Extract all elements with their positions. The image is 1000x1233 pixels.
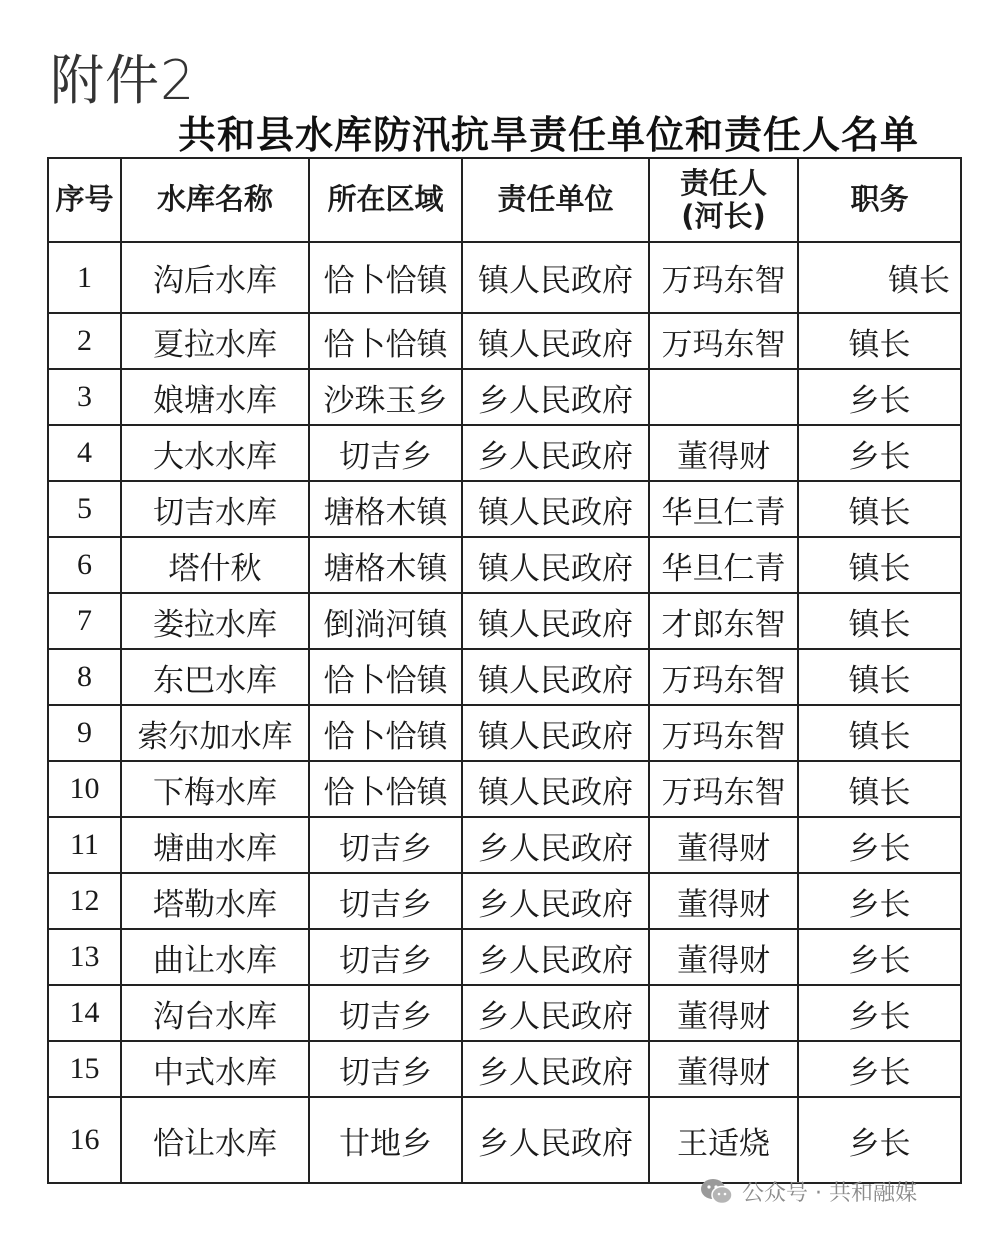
cell-responsible-person: 才郎东智 [649, 593, 798, 649]
cell-position: 镇长 [798, 761, 961, 817]
table-row [48, 705, 961, 761]
cell-responsible-person: 董得财 [649, 985, 798, 1041]
cell-responsible-unit: 镇人民政府 [462, 242, 649, 313]
table-row [48, 242, 961, 313]
table-row [48, 985, 961, 1041]
watermark [700, 1176, 917, 1207]
cell-position: 乡长 [798, 985, 961, 1041]
cell-position: 镇长 [798, 242, 961, 313]
table-header-row [48, 158, 961, 242]
cell-responsible-unit: 镇人民政府 [462, 593, 649, 649]
cell-responsible-person: 万玛东智 [649, 649, 798, 705]
cell-index: 11 [48, 817, 121, 873]
attachment-label: 附件2 [50, 49, 196, 112]
cell-position: 镇长 [798, 649, 961, 705]
cell-reservoir-name: 娄拉水库 [121, 593, 309, 649]
cell-reservoir-name: 大水水库 [121, 425, 309, 481]
cell-position: 镇长 [798, 593, 961, 649]
cell-responsible-person: 董得财 [649, 873, 798, 929]
cell-responsible-unit: 乡人民政府 [462, 1041, 649, 1097]
cell-responsible-unit: 镇人民政府 [462, 649, 649, 705]
cell-reservoir-name: 下梅水库 [121, 761, 309, 817]
header-responsible-unit: 责任单位 [462, 158, 649, 242]
cell-responsible-person: 董得财 [649, 817, 798, 873]
cell-position: 镇长 [798, 537, 961, 593]
header-person-line2: (河长) [681, 199, 766, 233]
cell-region: 切吉乡 [309, 873, 462, 929]
table-row [48, 593, 961, 649]
cell-position: 乡长 [798, 369, 961, 425]
cell-reservoir-name: 中式水库 [121, 1041, 309, 1097]
cell-responsible-person: 万玛东智 [649, 705, 798, 761]
cell-reservoir-name: 塔勒水库 [121, 873, 309, 929]
table-row [48, 761, 961, 817]
cell-region: 廿地乡 [309, 1097, 462, 1183]
cell-reservoir-name: 沟台水库 [121, 985, 309, 1041]
cell-index: 1 [48, 242, 121, 313]
cell-reservoir-name: 东巴水库 [121, 649, 309, 705]
cell-index: 8 [48, 649, 121, 705]
cell-responsible-unit: 镇人民政府 [462, 705, 649, 761]
cell-responsible-unit: 镇人民政府 [462, 761, 649, 817]
cell-reservoir-name: 娘塘水库 [121, 369, 309, 425]
cell-reservoir-name: 切吉水库 [121, 481, 309, 537]
cell-region: 沙珠玉乡 [309, 369, 462, 425]
cell-region: 切吉乡 [309, 929, 462, 985]
table-row [48, 369, 961, 425]
cell-region: 恰卜恰镇 [309, 705, 462, 761]
cell-index: 7 [48, 593, 121, 649]
table-row [48, 313, 961, 369]
header-reservoir-name: 水库名称 [121, 158, 309, 242]
cell-region: 恰卜恰镇 [309, 649, 462, 705]
header-region: 所在区域 [309, 158, 462, 242]
cell-responsible-person: 董得财 [649, 425, 798, 481]
cell-reservoir-name: 塔什秋 [121, 537, 309, 593]
watermark-text: 公众号 · 共和融媒 [742, 1181, 917, 1206]
cell-responsible-unit: 镇人民政府 [462, 313, 649, 369]
cell-responsible-unit: 乡人民政府 [462, 425, 649, 481]
table-row [48, 1097, 961, 1183]
cell-region: 切吉乡 [309, 1041, 462, 1097]
cell-position: 镇长 [798, 705, 961, 761]
header-index: 序号 [48, 158, 121, 242]
cell-region: 切吉乡 [309, 817, 462, 873]
cell-index: 10 [48, 761, 121, 817]
cell-responsible-unit: 乡人民政府 [462, 817, 649, 873]
cell-region: 倒淌河镇 [309, 593, 462, 649]
cell-responsible-person: 董得财 [649, 1041, 798, 1097]
cell-responsible-unit: 乡人民政府 [462, 985, 649, 1041]
header-position: 职务 [798, 158, 961, 242]
cell-responsible-person: 华旦仁青 [649, 481, 798, 537]
header-responsible-person [649, 158, 798, 242]
cell-reservoir-name: 沟后水库 [121, 242, 309, 313]
document-title: 共和县水库防汛抗旱责任单位和责任人名单 [178, 113, 920, 157]
cell-responsible-person: 王适烧 [649, 1097, 798, 1183]
cell-reservoir-name: 曲让水库 [121, 929, 309, 985]
cell-region: 恰卜恰镇 [309, 242, 462, 313]
cell-index: 12 [48, 873, 121, 929]
cell-region: 恰卜恰镇 [309, 761, 462, 817]
cell-responsible-person: 华旦仁青 [649, 537, 798, 593]
cell-position: 乡长 [798, 929, 961, 985]
cell-responsible-person: 万玛东智 [649, 242, 798, 313]
cell-reservoir-name: 夏拉水库 [121, 313, 309, 369]
cell-index: 13 [48, 929, 121, 985]
cell-index: 5 [48, 481, 121, 537]
wechat-icon [700, 1178, 734, 1206]
cell-region: 切吉乡 [309, 985, 462, 1041]
table-row [48, 873, 961, 929]
cell-responsible-unit: 乡人民政府 [462, 1097, 649, 1183]
cell-position: 乡长 [798, 1097, 961, 1183]
cell-responsible-unit: 乡人民政府 [462, 369, 649, 425]
header-person-line1: 责任人 [679, 165, 767, 200]
cell-responsible-unit: 镇人民政府 [462, 537, 649, 593]
cell-region: 塘格木镇 [309, 537, 462, 593]
table-row [48, 537, 961, 593]
cell-index: 4 [48, 425, 121, 481]
cell-position: 乡长 [798, 425, 961, 481]
cell-position: 乡长 [798, 873, 961, 929]
cell-index: 3 [48, 369, 121, 425]
cell-index: 14 [48, 985, 121, 1041]
cell-responsible-person: 董得财 [649, 929, 798, 985]
table-row [48, 481, 961, 537]
cell-region: 塘格木镇 [309, 481, 462, 537]
cell-position: 镇长 [798, 481, 961, 537]
cell-index: 15 [48, 1041, 121, 1097]
table-row [48, 929, 961, 985]
table-row [48, 817, 961, 873]
cell-position: 乡长 [798, 817, 961, 873]
cell-responsible-unit: 乡人民政府 [462, 929, 649, 985]
cell-index: 16 [48, 1097, 121, 1183]
cell-reservoir-name: 索尔加水库 [121, 705, 309, 761]
cell-index: 9 [48, 705, 121, 761]
cell-position: 镇长 [798, 313, 961, 369]
cell-index: 6 [48, 537, 121, 593]
cell-responsible-person: 万玛东智 [649, 313, 798, 369]
cell-responsible-person: 万玛东智 [649, 761, 798, 817]
cell-region: 切吉乡 [309, 425, 462, 481]
cell-responsible-person [649, 369, 798, 425]
table-row [48, 649, 961, 705]
responsibility-table [47, 157, 962, 1184]
cell-position: 乡长 [798, 1041, 961, 1097]
cell-index: 2 [48, 313, 121, 369]
cell-region: 恰卜恰镇 [309, 313, 462, 369]
table-row [48, 1041, 961, 1097]
cell-reservoir-name: 塘曲水库 [121, 817, 309, 873]
table-row [48, 425, 961, 481]
cell-responsible-unit: 乡人民政府 [462, 873, 649, 929]
cell-reservoir-name: 恰让水库 [121, 1097, 309, 1183]
cell-responsible-unit: 镇人民政府 [462, 481, 649, 537]
